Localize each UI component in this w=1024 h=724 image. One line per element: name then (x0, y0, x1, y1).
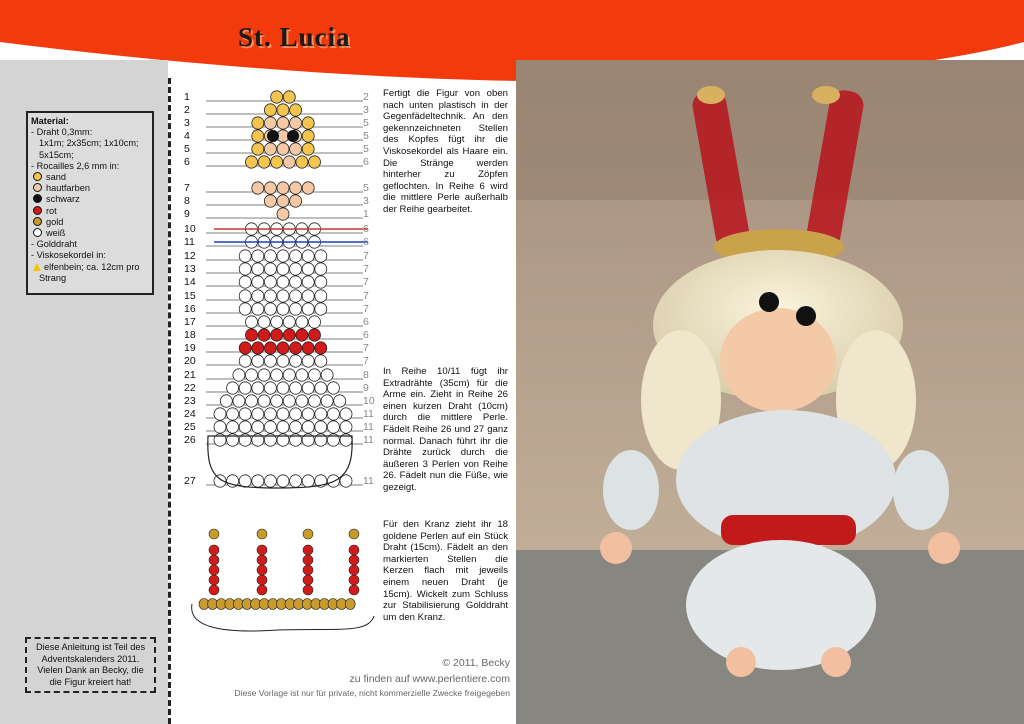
bead (246, 329, 258, 341)
bead-count: 1 (363, 208, 369, 220)
bead (277, 182, 289, 194)
bead (264, 143, 276, 155)
row-number: 10 (184, 223, 196, 235)
bead (290, 342, 302, 354)
candle-flame-bead (349, 529, 359, 539)
bead (239, 276, 251, 288)
bead (277, 342, 289, 354)
candle-bead (257, 565, 267, 575)
bead (321, 369, 333, 381)
candle-bead (209, 545, 219, 555)
bead (315, 276, 327, 288)
candle-bead (349, 585, 359, 595)
bead (271, 156, 283, 168)
bead (271, 91, 283, 103)
bead (290, 117, 302, 129)
bead (296, 369, 308, 381)
bead (220, 395, 232, 407)
bead (271, 329, 283, 341)
row-number: 1 (184, 91, 190, 103)
bead (283, 91, 295, 103)
bead (302, 143, 314, 155)
row-number: 13 (184, 263, 196, 275)
bead (315, 250, 327, 262)
eye-bead (267, 130, 279, 142)
page-title: St. Lucia (238, 22, 351, 52)
bead (233, 369, 245, 381)
bead-dot-icon (33, 206, 42, 215)
bead (309, 329, 321, 341)
bead-color-sand: sand (31, 172, 149, 183)
bead (239, 303, 251, 315)
bead (264, 182, 276, 194)
bead (277, 104, 289, 116)
row-number: 15 (184, 290, 196, 302)
bead (252, 342, 264, 354)
bead-count: 7 (363, 276, 369, 288)
row-number: 11 (184, 236, 195, 248)
material-elfenbein: elfenbein; ca. 12cm pro (31, 262, 149, 273)
candle-bead (257, 545, 267, 555)
bead-count: 6 (363, 223, 369, 235)
bead (252, 475, 264, 487)
bead (252, 130, 264, 142)
dashed-divider (168, 78, 171, 724)
bead (283, 316, 295, 328)
bead-color-hautfarben: hautfarben (31, 183, 149, 194)
bead (252, 290, 264, 302)
bead (239, 475, 251, 487)
bead-count: 6 (363, 316, 369, 328)
bead (315, 355, 327, 367)
bead (296, 395, 308, 407)
bead (315, 342, 327, 354)
bead-dot-icon (33, 217, 42, 226)
row-number: 25 (184, 421, 196, 433)
row-number: 23 (184, 395, 196, 407)
bead (277, 290, 289, 302)
bead (302, 303, 314, 315)
bead (290, 263, 302, 275)
bead (309, 316, 321, 328)
bead-dot-icon (33, 228, 42, 237)
material-line: - Rocailles 2,6 mm in: (31, 160, 120, 171)
bead (302, 475, 314, 487)
lucia-figure-photo (516, 60, 1024, 724)
bead (302, 408, 314, 420)
row-number: 14 (184, 276, 196, 288)
bead (302, 130, 314, 142)
bead (315, 382, 327, 394)
bead (264, 382, 276, 394)
bead (246, 395, 258, 407)
bead (246, 316, 258, 328)
bead (277, 421, 289, 433)
bead (264, 475, 276, 487)
bead (327, 421, 339, 433)
bead (296, 316, 308, 328)
bead (302, 263, 314, 275)
bead (340, 408, 352, 420)
bead (239, 421, 251, 433)
bead (283, 395, 295, 407)
candle-bead (349, 565, 359, 575)
bead (302, 250, 314, 262)
candle-bead (303, 555, 313, 565)
bead (258, 316, 270, 328)
bead (239, 290, 251, 302)
bead (302, 117, 314, 129)
figure-pattern (178, 86, 378, 496)
bead (290, 182, 302, 194)
material-line: 1x1m; 2x35cm; 1x10cm; (39, 138, 139, 149)
bead-count: 5 (363, 182, 369, 194)
bead-count: 6 (363, 156, 369, 168)
row-number: 19 (184, 342, 196, 354)
bead (264, 195, 276, 207)
bead-color-weiss: weiß (31, 228, 149, 239)
bead (258, 329, 270, 341)
bead (264, 342, 276, 354)
bead (302, 355, 314, 367)
row-number: 21 (184, 369, 196, 381)
bead (327, 408, 339, 420)
bead (302, 276, 314, 288)
bead (252, 355, 264, 367)
license-text: Diese Vorlage ist nur für private, nicht kommerzielle Zwecke freigegeben (234, 688, 510, 698)
candle-bead (209, 555, 219, 565)
row-number: 22 (184, 382, 196, 394)
bead (277, 303, 289, 315)
bead (290, 355, 302, 367)
bead (227, 408, 239, 420)
bead-count: 6 (363, 329, 369, 341)
candle-bead (303, 585, 313, 595)
bead-count: 7 (363, 342, 369, 354)
bead (264, 250, 276, 262)
material-strang: Strang (39, 272, 67, 283)
bead (252, 182, 264, 194)
bead (271, 395, 283, 407)
bead (283, 329, 295, 341)
row-number: 5 (184, 143, 190, 155)
bead (252, 421, 264, 433)
bead (277, 143, 289, 155)
bead (277, 475, 289, 487)
bead (264, 117, 276, 129)
row-number: 24 (184, 408, 196, 420)
bead (277, 408, 289, 420)
candle-bead (209, 585, 219, 595)
bead (264, 421, 276, 433)
candle-bead (257, 555, 267, 565)
bead (252, 276, 264, 288)
bead (302, 421, 314, 433)
bead-count: 5 (363, 117, 369, 129)
bead-count: 8 (363, 369, 369, 381)
bead (214, 408, 226, 420)
row-number: 27 (184, 475, 196, 487)
bead (239, 263, 251, 275)
material-heading: Material: (31, 116, 69, 126)
candle-bead (349, 555, 359, 565)
candle-bead (257, 585, 267, 595)
bead (290, 408, 302, 420)
bead (214, 421, 226, 433)
material-line: - Draht 0,3mm: (31, 127, 93, 138)
triangle-icon (33, 263, 41, 271)
bead (290, 290, 302, 302)
instructions-paragraph: Für den Kranz zieht ihr 18 goldene Perlen auf ein Stück Draht (15cm). Fädelt an den markierten Stellen die Kerzen flach mit jeweils einem neuen Draht (je 15cm). Wickelt zum Schluss zur Stabilisierung Golddraht um den Kranz. (383, 519, 508, 623)
copyright-text: © 2011, Becky (442, 657, 510, 669)
bead (309, 156, 321, 168)
bead-count: 7 (363, 250, 369, 262)
row-number: 6 (184, 156, 190, 168)
row-number: 16 (184, 303, 196, 315)
bead-count: 2 (363, 91, 369, 103)
bead (315, 421, 327, 433)
bead (264, 290, 276, 302)
bead (277, 276, 289, 288)
bead (264, 303, 276, 315)
row-number: 12 (184, 250, 196, 262)
bead-dot-icon (33, 183, 42, 192)
bead (239, 408, 251, 420)
bead-count: 6 (363, 236, 369, 248)
bead (264, 355, 276, 367)
bead-color-gold: gold (31, 217, 149, 228)
bead (239, 342, 251, 354)
row-number: 17 (184, 316, 196, 328)
bead (239, 382, 251, 394)
bead (277, 382, 289, 394)
bead-count: 3 (363, 195, 369, 207)
bead (309, 395, 321, 407)
bead (309, 369, 321, 381)
bead-count: 7 (363, 303, 369, 315)
bead-dot-icon (33, 194, 42, 203)
bead (290, 250, 302, 262)
bead-count: 5 (363, 130, 369, 142)
bead (315, 303, 327, 315)
bead (258, 369, 270, 381)
bead (315, 290, 327, 302)
bead (290, 421, 302, 433)
row-number: 26 (184, 434, 196, 446)
candle-bead (257, 575, 267, 585)
bead (290, 143, 302, 155)
candle-flame-bead (303, 529, 313, 539)
bead (277, 250, 289, 262)
bead (315, 408, 327, 420)
bead (277, 263, 289, 275)
bead (302, 182, 314, 194)
row-number: 3 (184, 117, 190, 129)
bead-count: 7 (363, 290, 369, 302)
candle-bead (303, 545, 313, 555)
bead (252, 250, 264, 262)
candle-flame-bead (209, 529, 219, 539)
bead (252, 143, 264, 155)
bead (252, 303, 264, 315)
bead (227, 382, 239, 394)
bead (252, 117, 264, 129)
bead (290, 382, 302, 394)
wreath-bead (345, 599, 355, 610)
row-number: 20 (184, 355, 196, 367)
bead (302, 290, 314, 302)
bead-count: 11 (363, 475, 374, 487)
material-list (26, 111, 154, 295)
bead (290, 276, 302, 288)
bead (252, 263, 264, 275)
bead-count: 11 (363, 408, 374, 420)
bead (302, 342, 314, 354)
candle-bead (209, 565, 219, 575)
bead-count: 7 (363, 355, 369, 367)
bead (277, 195, 289, 207)
bead-dot-icon (33, 172, 42, 181)
bead (290, 195, 302, 207)
bead-count: 3 (363, 104, 369, 116)
candle-flame-bead (257, 529, 267, 539)
bead (258, 395, 270, 407)
instructions-paragraph: In Reihe 10/11 fügt ihr Extradrähte (35cm) für die Arme ein. Zieht in Reihe 26 einen kurzen Draht (10cm) durch die mittlere Perle. Fädelt Reihe 26 und 27 ganz normal. Danach führt ihr die Drähte zurück durch die äußeren 3 Perlen von Reihe 26. Fädelt nun die Füße, wie gezeigt. (383, 366, 508, 493)
bead (315, 263, 327, 275)
bead (239, 355, 251, 367)
bead (277, 117, 289, 129)
bead (327, 382, 339, 394)
bead (296, 156, 308, 168)
bead (334, 395, 346, 407)
row-number: 9 (184, 208, 190, 220)
bead (239, 250, 251, 262)
bead (252, 408, 264, 420)
bead-color-schwarz: schwarz (31, 194, 149, 205)
candle-bead (303, 565, 313, 575)
bead-count: 10 (363, 395, 375, 407)
candle-bead (303, 575, 313, 585)
bead (290, 475, 302, 487)
bead (246, 156, 258, 168)
candle-bead (349, 545, 359, 555)
bead (252, 382, 264, 394)
bead-count: 7 (363, 263, 369, 275)
bead (264, 276, 276, 288)
row-number: 7 (184, 182, 190, 194)
bead (258, 156, 270, 168)
instructions-paragraph: Fertigt die Figur von oben nach unten plastisch in der Gegenfädeltechnik. An den gekennzeichneten Stellen des Kopfes fügt ihr die Viskosekordel als Haare ein. Die Stränge werden hinterher zu Zöpfen geflochten. In Reihe 6 wird die mittlere Perle außerhalb der Reihe gearbeitet. (383, 88, 508, 215)
row-number: 4 (184, 130, 190, 142)
candle-bead (349, 575, 359, 585)
bead (271, 316, 283, 328)
bead (302, 382, 314, 394)
bead-count: 11 (363, 434, 374, 446)
bead-color-rot: rot (31, 206, 149, 217)
calendar-note: Diese Anleitung ist Teil des Adventskalenders 2011. Vielen Dank an Becky, die die Figur kreiert hat! (25, 637, 156, 693)
bead (283, 156, 295, 168)
bead (271, 369, 283, 381)
bead (246, 369, 258, 381)
bead (277, 208, 289, 220)
candle-bead (209, 575, 219, 585)
material-viskose: - Viskosekordel in: (31, 250, 106, 261)
eye-bead (287, 130, 299, 142)
row-number: 18 (184, 329, 196, 341)
bead (277, 355, 289, 367)
bead (296, 329, 308, 341)
bead-count: 5 (363, 143, 369, 155)
row-number: 2 (184, 104, 190, 116)
bead-count: 11 (363, 421, 374, 433)
material-line: 5x15cm; (39, 149, 74, 160)
wreath-pattern (178, 516, 378, 646)
row-number: 8 (184, 195, 190, 207)
bead (290, 303, 302, 315)
bead (227, 421, 239, 433)
bead (321, 395, 333, 407)
source-text: zu finden auf www.perlentiere.com (349, 673, 510, 685)
bead (264, 263, 276, 275)
bead (264, 408, 276, 420)
material-golddraht: - Golddraht (31, 239, 77, 250)
bead-count: 9 (363, 382, 369, 394)
bead (283, 369, 295, 381)
bead (233, 395, 245, 407)
bead (264, 104, 276, 116)
bead (340, 421, 352, 433)
bead (290, 104, 302, 116)
